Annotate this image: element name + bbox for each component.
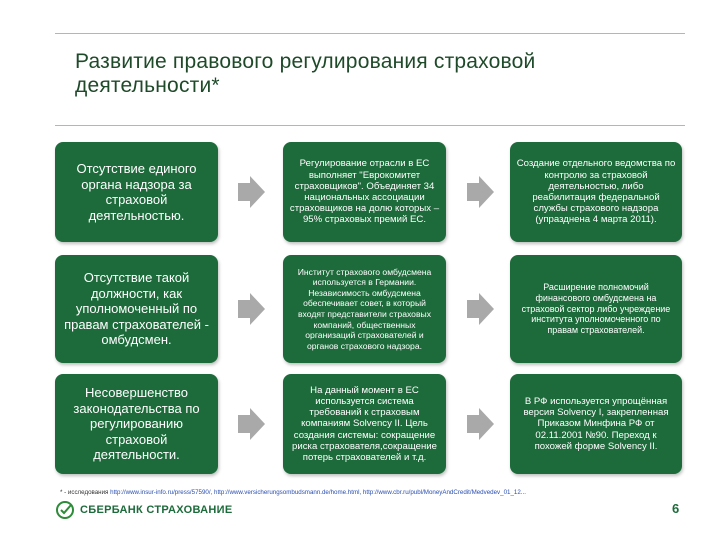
slide-title-line2: деятельности*: [75, 74, 220, 97]
top-divider: [55, 33, 685, 34]
title-divider: [55, 125, 685, 126]
problem-box-1: Отсутствие единого органа надзора за страховой деятельностью.: [55, 142, 218, 242]
eu-practice-box-3: На данный момент в ЕС используется система требований к страховым компаниям Solvency II. Цель создания системы: сокращение риска страхователя,сокращение потерь страхователей и т.д.: [283, 374, 446, 474]
sberbank-logo-icon: [56, 501, 74, 519]
right-arrow-icon: [236, 292, 266, 326]
proposal-box-3: В РФ используется упрощённая версия Solvency I, закрепленная Приказом Минфина РФ от 02.11.2001 №90. Переход к похожей форме Solvency II.: [510, 374, 682, 474]
problem-box-2: Отсутствие такой должности, как уполномоченный по правам страхователей - омбудсмен.: [55, 255, 218, 363]
right-arrow-icon: [236, 407, 266, 441]
eu-practice-box-1: Регулирование отрасли в ЕС выполняет "Еврокомитет страховщиков". Объединяет 34 национальных ассоциации страховщиков на долю которых – 95% страховых премий ЕС.: [283, 142, 446, 242]
proposal-box-2: Расширение полномочий финансового омбудсмена на страховой сектор либо учреждение института уполномоченного по правам страхователей.: [510, 255, 682, 363]
proposal-box-1: Создание отдельного ведомства по контролю за страховой деятельностью, либо реабилитация федеральной службы страхового надзора (упразднена 4 марта 2011).: [510, 142, 682, 242]
right-arrow-icon: [465, 175, 495, 209]
eu-practice-box-2: Институт страхового омбудсмена используется в Германии. Независимость омбудсмена обеспечивает совет, в который входят представители страховых компаний, общественных организаций страхователей и органов страхового надзора.: [283, 255, 446, 363]
slide-title: [75, 50, 675, 98]
right-arrow-icon: [465, 407, 495, 441]
problem-box-3: Несовершенство законодательства по регулированию страховой деятельности.: [55, 374, 218, 474]
slide-title-line1: Развитие правового регулирования страховой: [75, 50, 536, 73]
company-logo: [56, 500, 233, 520]
footnote-links[interactable]: http://www.insur-info.ru/press/57590/, http://www.versicherungsombudsmann.de/home.html, http://www.cbr.ru/publ/MoneyAndCredit/Medvedev_01_12...: [110, 489, 526, 496]
footnote: [60, 489, 660, 497]
page-number: 6: [672, 501, 680, 516]
logo-text: СБЕРБАНК СТРАХОВАНИЕ: [80, 504, 233, 516]
right-arrow-icon: [465, 292, 495, 326]
footnote-prefix: * - исследования: [60, 489, 109, 496]
right-arrow-icon: [236, 175, 266, 209]
